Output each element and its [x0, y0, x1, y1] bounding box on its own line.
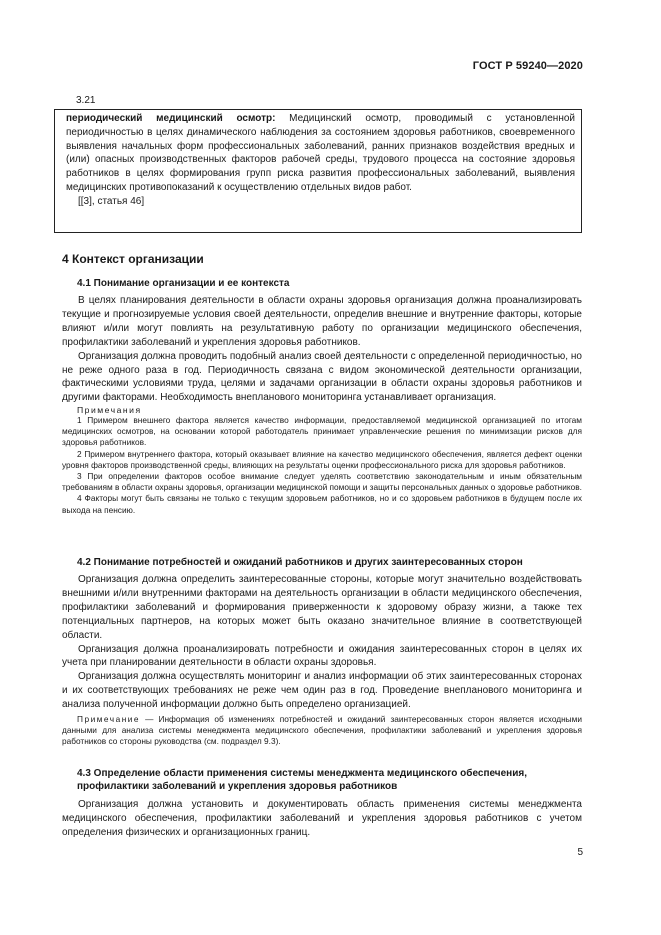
paragraph: Организация должна осуществлять мониторинг и анализ информации об этих заинтересованных сторонах и их соответствующих требованиях не реже чем один раз в год. Проведение внепланового мониторинга и анализа полученной информации должно быть определено организацией. — [62, 671, 582, 711]
note-item: 2 Примером внутреннего фактора, который оказывает влияние на качество медицинского обеспечения, является дефект оценки уровня факторов производственной среды, влияющих на результаты оценки профессионального риска для здоровья работников. — [62, 448, 582, 470]
section-4-1-title: 4.1 Понимание организации и ее контекста — [77, 278, 290, 289]
term-number: 3.21 — [76, 95, 96, 106]
term-definition: Медицинский осмотр, проводимый с установленной периодичностью в целях динамического наблюдения за состоянием здоровья работников, своевременного выявления начальных форм профессиональных заболеваний, ранних признаков воздействия вредных и (или) опасных производственных факторов рабочей среды, трудового процесса на состояние здоровья работников в целях формирования групп риска развития профессиональных заболеваний, выявления медицинских противопоказаний к осуществлению отдельных видов работ. — [66, 113, 575, 193]
paragraph: Организация должна проводить подобный анализ своей деятельности с определенной периодичностью, но не реже одного раза в год. Периодичность связана с видом экономической деятельности организации, фактическими условиями труда, целями и задачами организации в области охраны здоровья работников и другими факторами. Необходимость внепланового мониторинга устанавливает организация. — [62, 350, 582, 404]
standard-header: ГОСТ Р 59240—2020 — [472, 60, 583, 72]
paragraph: Организация должна определить заинтересованные стороны, которые могут значительно воздействовать внешними и/или внутренними факторами на деятельность организации в области медицинского обеспечения, профилактики заболеваний и формирования приверженности к здоровому образу жизни, а также тех потенциальных партнеров, на которых может быть оказано значительное влияние в соответствующей области. — [62, 574, 582, 641]
section-4-2-title: 4.2 Понимание потребностей и ожиданий работников и других заинтересованных сторон — [77, 557, 523, 568]
term-name: периодический медицинский осмотр: — [66, 113, 276, 124]
paragraph: Организация должна установить и документировать область применения системы менеджмента медицинского обеспечения, профилактики заболеваний и укрепления здоровья работников с учетом определения физических и организационных границ. — [62, 799, 582, 838]
section-4-1-notes — [62, 405, 582, 516]
paragraph: В целях планирования деятельности в области охраны здоровья организация должна проанализировать текущие и прогнозируемые условия своей деятельности, определив внешние и внутренние факторы, которые влияют и/или могут повлиять на результативную работу по организации медицинского обеспечения, профилактики заболеваний и укрепления здоровья работников. — [62, 295, 582, 348]
note-label: Примечание — [77, 714, 141, 724]
term-text — [66, 112, 575, 195]
section-4-3-title-text: 4.3 Определение области применения системы менеджмента медицинского обеспечения, профилактики заболеваний и укрепления здоровья работников — [77, 768, 527, 792]
term-reference: [[3], статья 46] — [78, 195, 145, 207]
section-4-1-body — [62, 294, 582, 405]
page-number: 5 — [577, 847, 583, 858]
section-4-title: 4 Контекст организации — [62, 252, 204, 266]
section-4-2-body — [62, 573, 582, 712]
section-4-3-body — [62, 798, 582, 840]
note-item: 4 Факторы могут быть связаны не только с текущим здоровьем работников, но и со здоровьем работников в будущем после их выхода на пенсию. — [62, 493, 582, 515]
paragraph: Организация должна проанализировать потребности и ожидания заинтересованных сторон в целях их учета при планировании деятельности в области охраны здоровья. — [62, 643, 582, 669]
term-definition-box — [54, 109, 582, 233]
note-item: 3 При определении факторов особое внимание следует уделять соответствию законодательным и иным обязательным требованиям в области охраны здоровья, организации медицинской помощи и защиты персональных данных о здоровье работников. — [62, 471, 582, 493]
section-4-2-note — [62, 714, 582, 748]
section-4-3-title — [77, 767, 582, 793]
note-item — [62, 714, 582, 748]
note-text: — Информация об изменениях потребностей и ожиданий заинтересованных сторон является исходными данными для анализа системы менеджмента медицинского обеспечения, профилактики заболеваний и укрепления здоровья работников со стороны руководства (см. подраздел 9.3). — [62, 714, 582, 747]
note-item: 1 Примером внешнего фактора является качество информации, предоставляемой медицинской организацией по итогам медицинских осмотров, на основании которой работодатель принимает управленческие решения по минимизации рисков для здоровья работников. — [62, 415, 582, 448]
notes-title: Примечания — [77, 405, 142, 415]
